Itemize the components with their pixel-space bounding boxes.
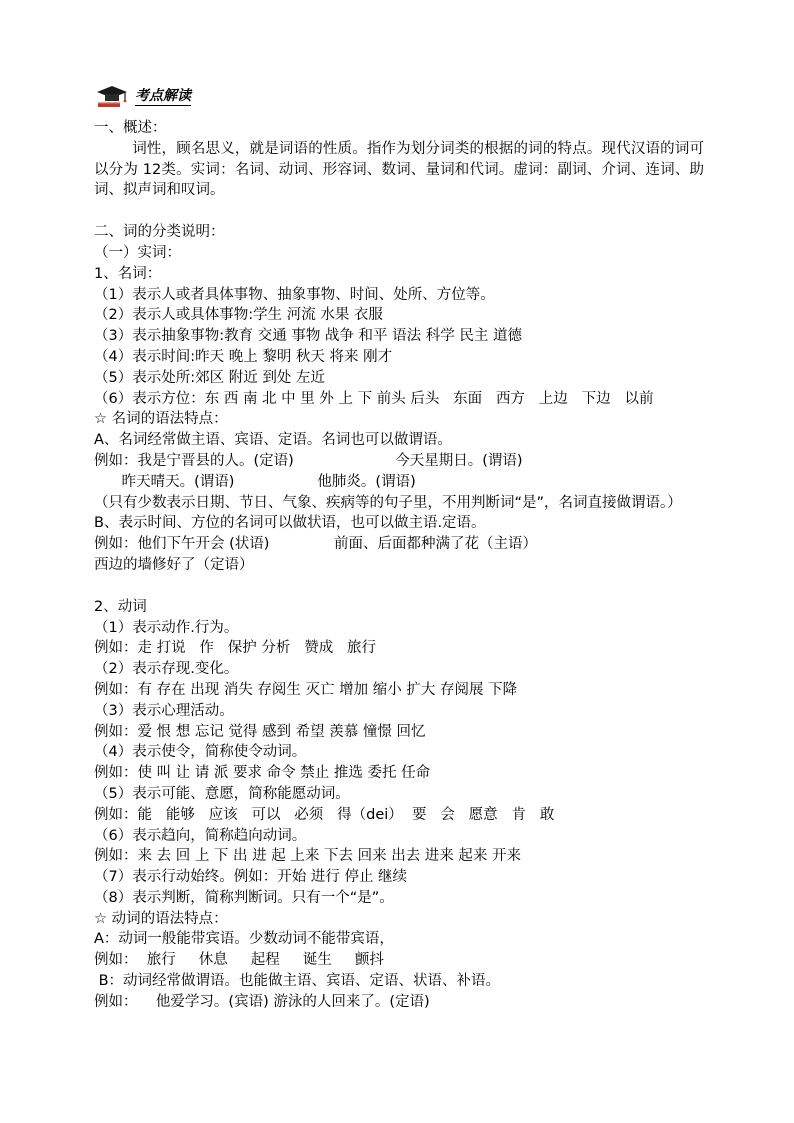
paragraph: 词性，顾名思义，就是词语的性质。指作为划分词类的根据的词的特点。现代汉语的词可以分为 12类。实词：名词、动词、形容词、数词、量词和代词。虚词：副词、介词、连词、助词、拟声词和叹词。 (94, 140, 704, 199)
text-line: A：动词一般能带宾语。少数动词不能带宾语， (94, 931, 394, 948)
header-title: 考点解读 (135, 88, 191, 104)
example-line: 例如： 旅行 休息 起程 诞生 颤抖 (94, 952, 384, 969)
text-line: （2）表示人或具体事物:学生 河流 水果 衣服 (94, 307, 383, 324)
text-line: B、表示时间、方位的名词可以做状语，也可以做主语.定语。 (94, 515, 486, 532)
document-body (94, 118, 704, 1013)
text-line: B：动词经常做谓语。也能做主语、宾语、定语、状语、补语。 (94, 973, 501, 990)
text-line: （1）表示动作.行为。 (94, 619, 239, 636)
example-line: 例如：使 叫 让 请 派 要求 命令 禁止 推选 委托 任命 (94, 765, 431, 782)
text-line: （5）表示处所:郊区 附近 到处 左近 (94, 369, 325, 386)
text-line: （4）表示使令，简称使令动词。 (94, 744, 307, 761)
text-line: （2）表示存现.变化。 (94, 661, 239, 678)
text-line: （6）表示方位：东 西 南 北 中 里 外 上 下 前头 后头 东面 西方 上边 下边 以前 (94, 390, 654, 407)
text-line: （4）表示时间:昨天 晚上 黎明 秋天 将来 刚才 (94, 348, 393, 365)
item-heading: 2、动词 (94, 598, 147, 615)
text-line: （7）表示行动始终。例如：开始 进行 停止 继续 (94, 869, 408, 886)
text-line: （5）表示可能、意愿，简称能愿动词。 (94, 785, 350, 802)
text-line: （8）表示判断，简称判断词。只有一个“是”。 (94, 889, 394, 906)
example-line: 西边的墙修好了（定语） (94, 556, 254, 573)
example-line: 例如：来 去 回 上 下 出 进 起 上来 下去 回来 出去 进来 起来 开来 (94, 848, 522, 865)
text-line: （6）表示趋向，简称趋向动词。 (94, 827, 307, 844)
blank-line (94, 201, 704, 222)
example-line: 例如：爱 恨 想 忘记 觉得 感到 希望 羡慕 憧憬 回忆 (94, 723, 426, 740)
example-line: 例如： 他爱学习。(宾语) 游泳的人回来了。(定语) (94, 993, 430, 1010)
text-line: （3）表示心理活动。 (94, 702, 234, 719)
text-line: （1）表示人或者具体事物、抽象事物、时间、处所、方位等。 (94, 286, 495, 303)
feature-heading: ☆ 名词的语法特点： (94, 411, 228, 428)
example-line: 例如：他们下午开会 (状语) 前面、后面都种满了花（主语） (94, 536, 537, 553)
graduation-cap-icon (95, 84, 129, 108)
example-line: 例如：我是宁晋县的人。(定语) 今天星期日。(谓语) (94, 452, 523, 469)
item-heading: 1、名词： (94, 265, 162, 282)
section-heading: 一、概述： (94, 120, 167, 136)
example-line: 例如：能 能够 应该 可以 必须 得（dei） 要 会 愿意 肯 敢 (94, 806, 555, 823)
feature-heading: ☆ 动词的语法特点： (94, 910, 228, 927)
subsection-heading: （一）实词： (94, 244, 181, 261)
example-line: 昨天晴天。(谓语) 他肺炎。(谓语) (94, 473, 416, 490)
note-paragraph: （只有少数表示日期、节日、气象、疾病等的句子里，不用判断词“是”，名词直接做谓语。） (94, 494, 682, 511)
blank-line (94, 576, 704, 597)
text-line: （3）表示抽象事物:教育 交通 事物 战争 和平 语法 科学 民主 道德 (94, 328, 522, 345)
example-line: 例如：有 存在 出现 消失 存阅生 灭亡 增加 缩小 扩大 存阅展 下降 (94, 681, 518, 698)
text-line: A、名词经常做主语、宾语、定语。名词也可以做谓语。 (94, 432, 452, 449)
section-heading: 二、词的分类说明： (94, 224, 225, 241)
example-line: 例如：走 打说 作 保护 分析 赞成 旅行 (94, 640, 377, 657)
